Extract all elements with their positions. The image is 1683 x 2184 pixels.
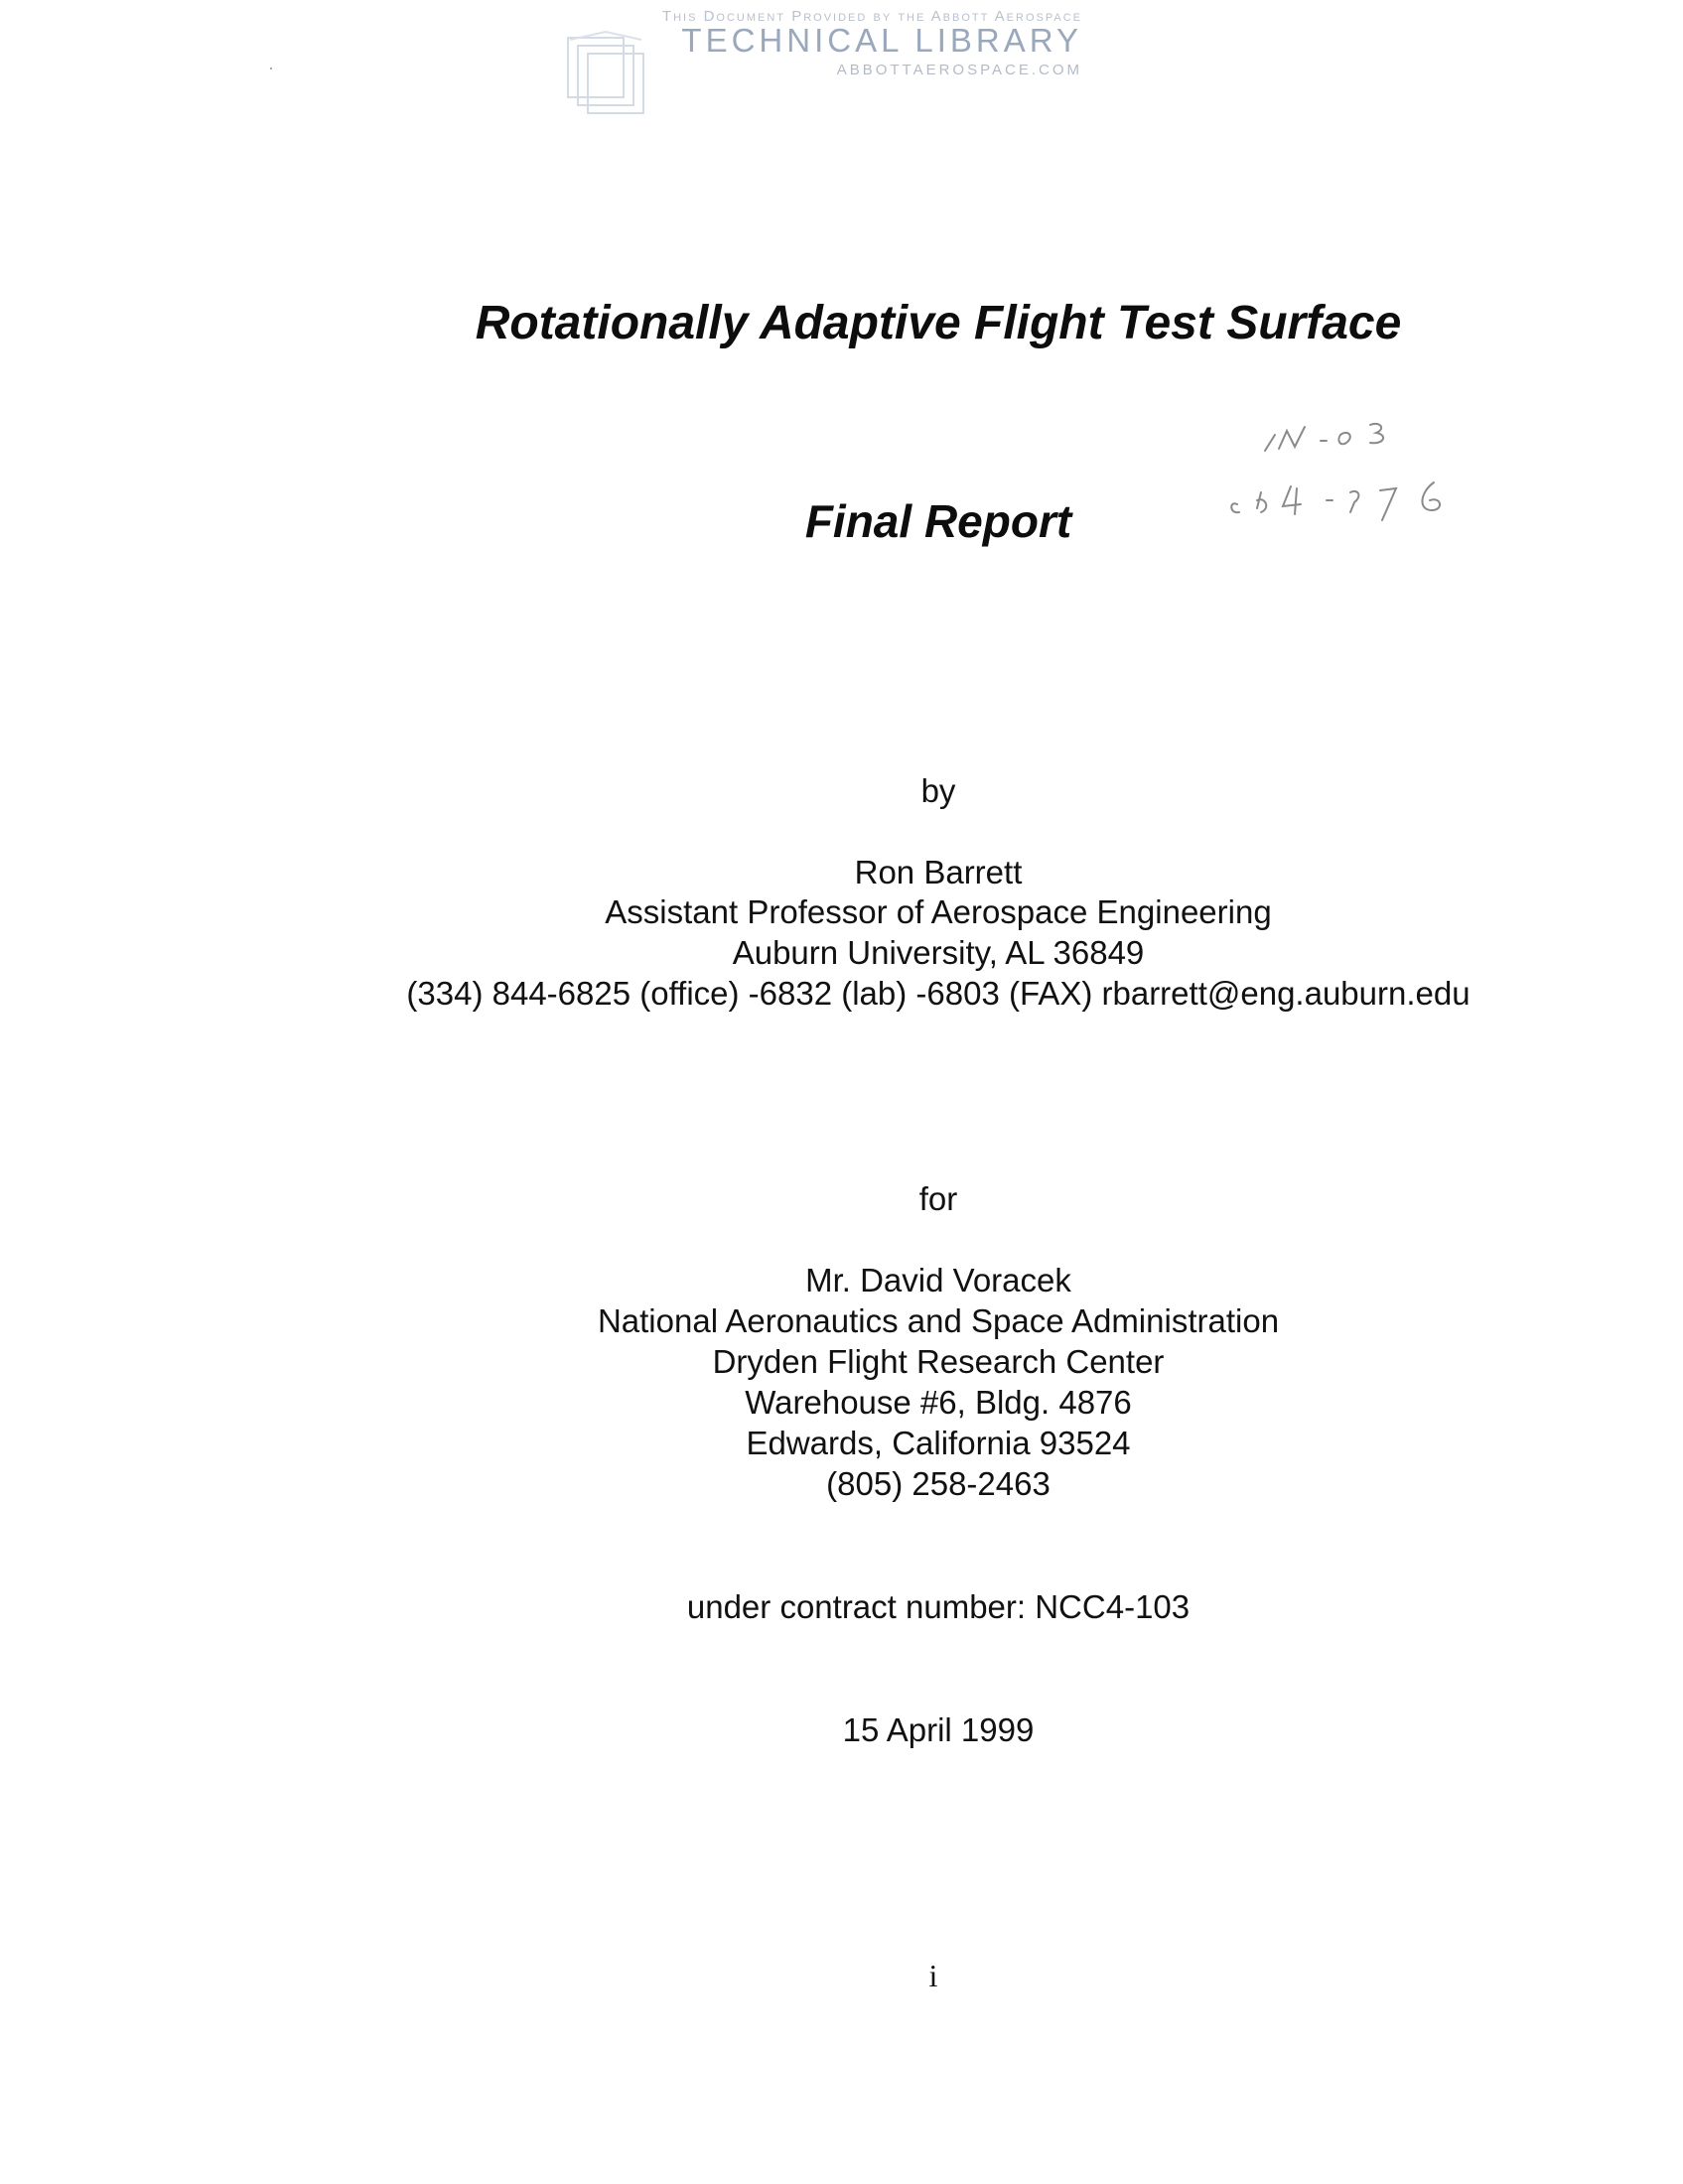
watermark-provided-by: This Document Provided by the Abbott Aerospace — [661, 8, 1082, 25]
report-title: Rotationally Adaptive Flight Test Surface — [475, 297, 1402, 349]
author-affiliation: Auburn University, AL 36849 — [732, 934, 1145, 971]
recipient-center: Dryden Flight Research Center — [712, 1343, 1165, 1380]
watermark-library-name: TECHNICAL LIBRARY — [681, 22, 1082, 59]
recipient-city: Edwards, California 93524 — [746, 1425, 1131, 1461]
author-name: Ron Barrett — [854, 854, 1023, 890]
watermark-website: ABBOTTAEROSPACE.COM — [836, 62, 1082, 78]
recipient-building: Warehouse #6, Bldg. 4876 — [745, 1384, 1132, 1421]
report-date: 15 April 1999 — [842, 1711, 1035, 1748]
recipient-phone: (805) 258-2463 — [826, 1465, 1051, 1502]
contract-number: under contract number: NCC4-103 — [686, 1588, 1191, 1625]
page-number: i — [928, 1958, 938, 1993]
watermark-header — [566, 4, 1082, 113]
author-position: Assistant Professor of Aerospace Engineering — [605, 893, 1272, 930]
for-label: for — [918, 1180, 958, 1217]
report-subtitle: Final Report — [804, 495, 1072, 547]
recipient-organization: National Aeronautics and Space Administration — [597, 1302, 1280, 1339]
scan-speck — [270, 68, 272, 69]
by-label: by — [920, 772, 956, 809]
handwritten-annotation — [1221, 397, 1519, 546]
author-contact: (334) 844-6825 (office) -6832 (lab) -6803 (FAX) rbarrett@eng.auburn.edu — [406, 975, 1471, 1012]
recipient-name: Mr. David Voracek — [805, 1262, 1071, 1298]
